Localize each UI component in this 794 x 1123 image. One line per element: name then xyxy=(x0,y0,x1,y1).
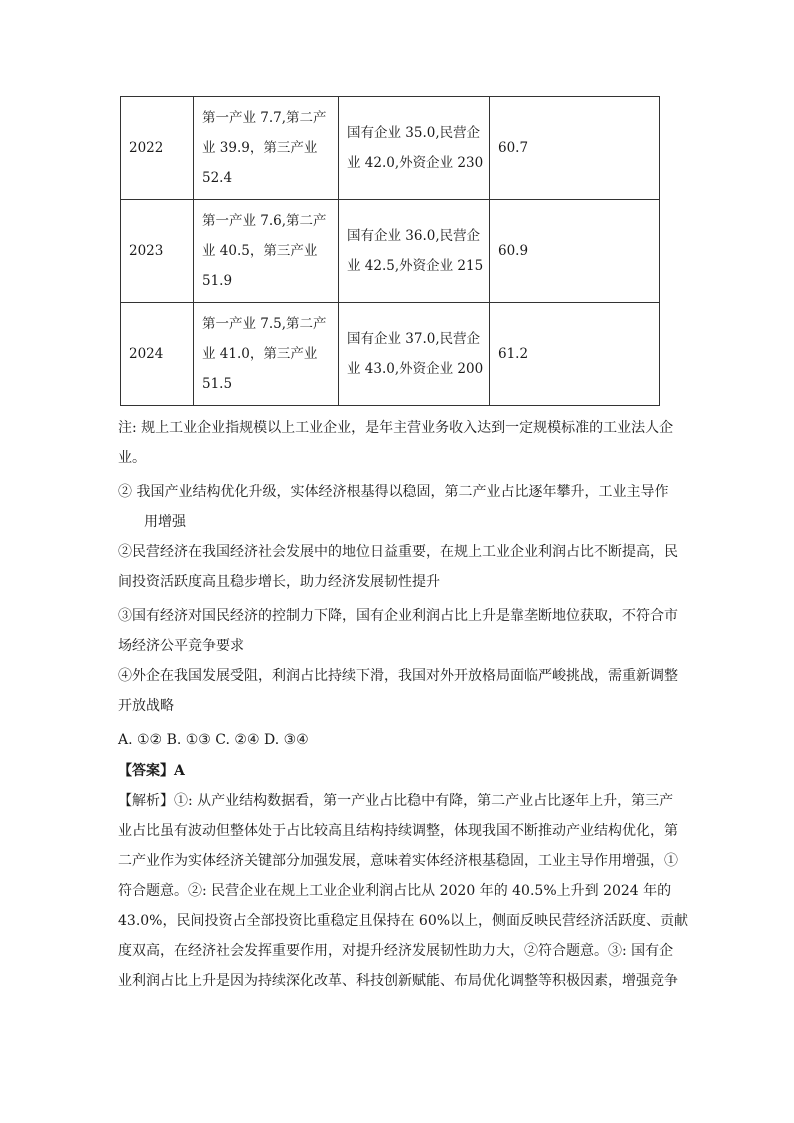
investment-share-cell: 61.2 xyxy=(490,303,660,406)
table-row xyxy=(121,97,660,200)
year-cell: 2023 xyxy=(121,200,194,303)
enterprise-profit-cell: 国有企业 36.0,民营企 业 42.5,外资企业 215 xyxy=(339,200,490,303)
industry-structure-cell: 第一产业 7.5,第二产 业 41.0，第三产业 51.5 xyxy=(194,303,339,406)
answer-choices: A. ①② B. ①③ C. ②④ D. ③④ xyxy=(118,732,309,748)
option-1: ② 我国产业结构优化升级，实体经济根基得以稳固，第二产业占比逐年攀升，工业主导作 用增强 xyxy=(118,484,669,530)
data-table xyxy=(120,96,660,406)
year-cell: 2024 xyxy=(121,303,194,406)
table-row xyxy=(121,200,660,303)
answer-line: 【答案】A xyxy=(118,763,185,779)
table-row xyxy=(121,303,660,406)
analysis: 【解析】①: 从产业结构数据看，第一产业占比稳中有降，第二产业占比逐年上升，第三产 业占比虽有波动但整体处于占比较高且结构持续调整，体现我国不断推动产业结构优化，第 二产业作为实体经济关键部分加强发展，意味着实体经济根基稳固，工业主导作用增强，① 符合题意。②: 民营企业在规上工业企业利润占比从 2020 年的 40.5%上升到 2024 年的 43.0%，民间投资占全部投资比重稳定且保持在 60%以上，侧面反映民营经济活跃度、贡献 度双高，在经济社会发挥重要作用，对提升经济发展韧性助力大，②符合题意。③: 国有企 业利润占比上升是因为持续深化改革、科技创新赋能、布局优化调整等积极因素，增强竞争 xyxy=(118,793,689,989)
industry-structure-cell: 第一产业 7.6,第二产 业 40.5，第三产业 51.9 xyxy=(194,200,339,303)
option-2: ②民营经济在我国经济社会发展中的地位日益重要，在规上工业企业利润占比不断提高，民 间投资活跃度高且稳步增长，助力经济发展韧性提升 xyxy=(118,544,678,590)
enterprise-profit-cell: 国有企业 37.0,民营企 业 43.0,外资企业 200 xyxy=(339,303,490,406)
table-note: 注: 规上工业企业指规模以上工业企业，是年主营业务收入达到一定规模标准的工业法人企 业。 xyxy=(118,420,674,466)
industry-structure-cell: 第一产业 7.7,第二产 业 39.9，第三产业 52.4 xyxy=(194,97,339,200)
option-4: ④外企在我国发展受阻，利润占比持续下滑，我国对外开放格局面临严峻挑战，需重新调整 开放战略 xyxy=(118,668,678,714)
option-3: ③国有经济对国民经济的控制力下降，国有企业利润占比上升是靠垄断地位获取，不符合市 场经济公平竞争要求 xyxy=(118,608,678,654)
investment-share-cell: 60.9 xyxy=(490,200,660,303)
investment-share-cell: 60.7 xyxy=(490,97,660,200)
enterprise-profit-cell: 国有企业 35.0,民营企 业 42.0,外资企业 230 xyxy=(339,97,490,200)
year-cell: 2022 xyxy=(121,97,194,200)
